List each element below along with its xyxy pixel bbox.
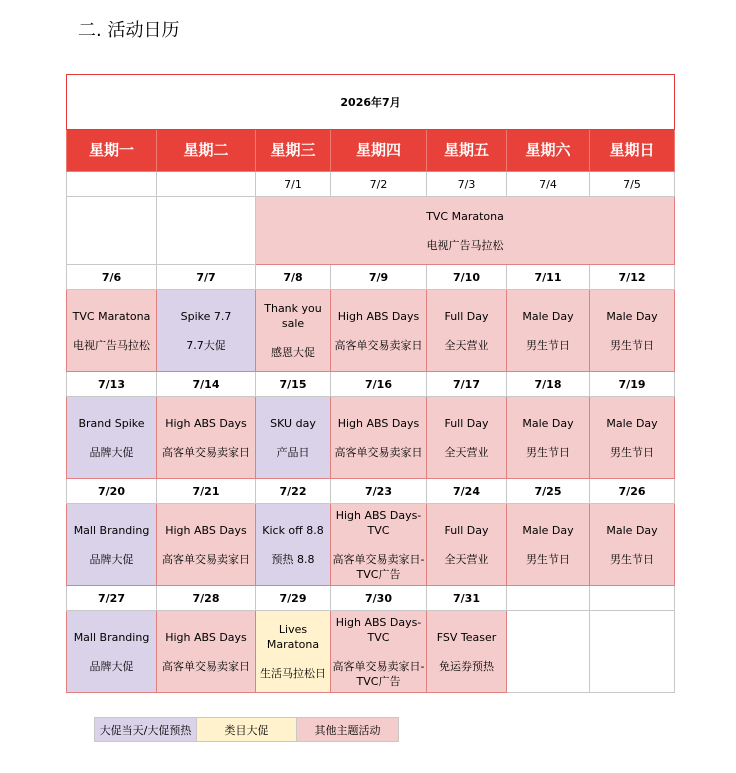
date-cell: 7/13 <box>67 372 157 397</box>
weekday-header: 星期一 <box>67 130 157 172</box>
date-cell: 7/29 <box>256 586 331 611</box>
date-cell <box>590 586 675 611</box>
date-row <box>67 265 675 290</box>
date-cell: 7/12 <box>590 265 675 290</box>
event-name-en: Male Day <box>606 523 658 537</box>
event-name-en: Male Day <box>522 416 574 430</box>
event-cell <box>427 397 507 479</box>
activity-calendar <box>66 74 675 693</box>
date-cell <box>157 172 256 197</box>
event-cell <box>507 397 590 479</box>
empty-cell <box>507 611 590 693</box>
date-cell: 7/28 <box>157 586 256 611</box>
event-name-en: Full Day <box>444 416 489 430</box>
event-name-en: High ABS Days-TVC <box>335 615 422 644</box>
event-cell <box>590 290 675 372</box>
event-name-cn: 全天营业 <box>444 338 489 352</box>
event-cell <box>427 504 507 586</box>
date-cell: 7/22 <box>256 479 331 504</box>
weekday-header: 星期三 <box>256 130 331 172</box>
date-cell: 7/31 <box>427 586 507 611</box>
date-cell: 7/10 <box>427 265 507 290</box>
event-name-cn: 高客单交易卖家日 <box>334 338 423 352</box>
date-cell: 7/7 <box>157 265 256 290</box>
event-cell <box>331 290 427 372</box>
event-name-en: SKU day <box>270 416 316 430</box>
date-cell: 7/6 <box>67 265 157 290</box>
event-name-cn: 品牌大促 <box>89 445 134 459</box>
event-cell <box>331 611 427 693</box>
event-name-en: High ABS Days-TVC <box>335 508 422 537</box>
date-cell <box>507 586 590 611</box>
event-name-en: High ABS Days <box>337 309 420 323</box>
date-row <box>67 586 675 611</box>
weekday-header: 星期二 <box>157 130 256 172</box>
event-name-cn: 高客单交易卖家日 <box>162 552 250 566</box>
event-cell <box>67 611 157 693</box>
event-name-cn: 男生节日 <box>526 338 570 352</box>
event-name-en: TVC Maratona <box>72 309 151 323</box>
event-cell <box>157 504 256 586</box>
date-cell: 7/17 <box>427 372 507 397</box>
event-cell <box>590 397 675 479</box>
date-cell: 7/24 <box>427 479 507 504</box>
date-cell: 7/3 <box>427 172 507 197</box>
event-name-cn: 高客单交易卖家日- TVC广告 <box>332 552 425 581</box>
event-name-en: Spike 7.7 <box>180 309 232 323</box>
event-name-cn: 7.7大促 <box>186 338 226 352</box>
event-cell <box>256 504 331 586</box>
event-name-cn: 品牌大促 <box>89 552 134 566</box>
date-cell: 7/8 <box>256 265 331 290</box>
event-cell <box>157 397 256 479</box>
event-name-cn: 品牌大促 <box>89 659 134 673</box>
event-row <box>67 504 675 586</box>
date-cell: 7/9 <box>331 265 427 290</box>
event-name-cn: 男生节日 <box>526 445 570 459</box>
event-name-cn: 高客单交易卖家日- TVC广告 <box>332 659 425 688</box>
event-name-cn: 高客单交易卖家日 <box>162 445 250 459</box>
event-cell <box>256 197 675 265</box>
weekday-header: 星期六 <box>507 130 590 172</box>
event-name-cn: 全天营业 <box>444 445 489 459</box>
event-cell <box>256 611 331 693</box>
event-name-en: High ABS Days <box>165 630 247 644</box>
event-row <box>67 397 675 479</box>
event-name-en: TVC Maratona <box>426 209 504 223</box>
event-cell <box>331 397 427 479</box>
event-name-en: Thank you sale <box>264 302 322 330</box>
event-name-en: Male Day <box>522 523 574 537</box>
event-cell <box>157 290 256 372</box>
event-name-cn: 免运券预热 <box>439 659 494 673</box>
date-row <box>67 372 675 397</box>
event-name-en: Male Day <box>522 309 574 323</box>
date-row <box>67 479 675 504</box>
date-cell: 7/25 <box>507 479 590 504</box>
event-name-cn: 高客单交易卖家日 <box>334 445 423 459</box>
event-cell <box>67 290 157 372</box>
event-name-en: High ABS Days <box>337 416 420 430</box>
event-name-cn: 男生节日 <box>526 552 570 566</box>
date-cell <box>67 172 157 197</box>
date-row <box>67 172 675 197</box>
date-cell: 7/1 <box>256 172 331 197</box>
event-name-cn: 电视广告马拉松 <box>73 338 150 352</box>
date-cell: 7/19 <box>590 372 675 397</box>
date-cell: 7/27 <box>67 586 157 611</box>
weekday-header-row <box>67 130 675 172</box>
date-cell: 7/18 <box>507 372 590 397</box>
event-cell <box>256 397 331 479</box>
event-cell <box>331 504 427 586</box>
event-name-en: Mall Branding <box>73 630 150 644</box>
date-cell: 7/26 <box>590 479 675 504</box>
date-cell: 7/16 <box>331 372 427 397</box>
empty-cell <box>157 197 256 265</box>
event-name-en: High ABS Days <box>165 416 247 430</box>
event-name-cn: 预热 8.8 <box>271 552 315 566</box>
event-cell <box>507 504 590 586</box>
legend-item: 其他主题活动 <box>297 718 399 742</box>
event-name-en: Mall Branding <box>73 523 150 537</box>
event-name-cn: 电视广告马拉松 <box>426 238 504 252</box>
date-cell: 7/21 <box>157 479 256 504</box>
event-name-en: Male Day <box>606 416 658 430</box>
event-cell <box>427 290 507 372</box>
event-name-en: Kick off 8.8 <box>262 523 324 537</box>
date-cell: 7/30 <box>331 586 427 611</box>
legend-item: 大促当天/大促预热 <box>95 718 197 742</box>
event-name-en: Full Day <box>444 309 489 323</box>
month-title: 2026年7月 <box>67 75 675 130</box>
event-name-cn: 男生节日 <box>610 552 655 566</box>
event-name-cn: 男生节日 <box>610 338 655 352</box>
empty-cell <box>590 611 675 693</box>
event-name-cn: 高客单交易卖家日 <box>162 659 250 673</box>
empty-cell <box>67 197 157 265</box>
weekday-header: 星期四 <box>331 130 427 172</box>
date-cell: 7/23 <box>331 479 427 504</box>
event-name-en: Brand Spike <box>78 416 145 430</box>
date-cell: 7/15 <box>256 372 331 397</box>
event-name-en: Full Day <box>444 523 489 537</box>
date-cell: 7/2 <box>331 172 427 197</box>
event-name-cn: 生活马拉松日 <box>260 667 326 680</box>
section-title: 二. 活动日历 <box>78 20 180 41</box>
event-cell <box>67 397 157 479</box>
weekday-header: 星期日 <box>590 130 675 172</box>
date-cell: 7/11 <box>507 265 590 290</box>
event-name-cn: 感恩大促 <box>271 346 315 359</box>
event-row <box>67 290 675 372</box>
event-name-en: Male Day <box>606 309 658 323</box>
event-name-en: Lives Maratona <box>266 623 320 651</box>
event-cell <box>427 611 507 693</box>
event-cell <box>590 504 675 586</box>
date-cell: 7/20 <box>67 479 157 504</box>
event-name-cn: 男生节日 <box>610 445 655 459</box>
event-name-en: FSV Teaser <box>436 630 497 644</box>
event-cell <box>67 504 157 586</box>
legend <box>94 717 399 742</box>
legend-item: 类目大促 <box>197 718 297 742</box>
weekday-header: 星期五 <box>427 130 507 172</box>
event-cell <box>507 290 590 372</box>
event-row <box>67 197 675 265</box>
event-name-cn: 产品日 <box>276 445 310 459</box>
event-name-en: High ABS Days <box>165 523 247 537</box>
date-cell: 7/4 <box>507 172 590 197</box>
event-name-cn: 全天营业 <box>444 552 489 566</box>
event-cell <box>157 611 256 693</box>
date-cell: 7/5 <box>590 172 675 197</box>
event-cell <box>256 290 331 372</box>
event-row <box>67 611 675 693</box>
date-cell: 7/14 <box>157 372 256 397</box>
